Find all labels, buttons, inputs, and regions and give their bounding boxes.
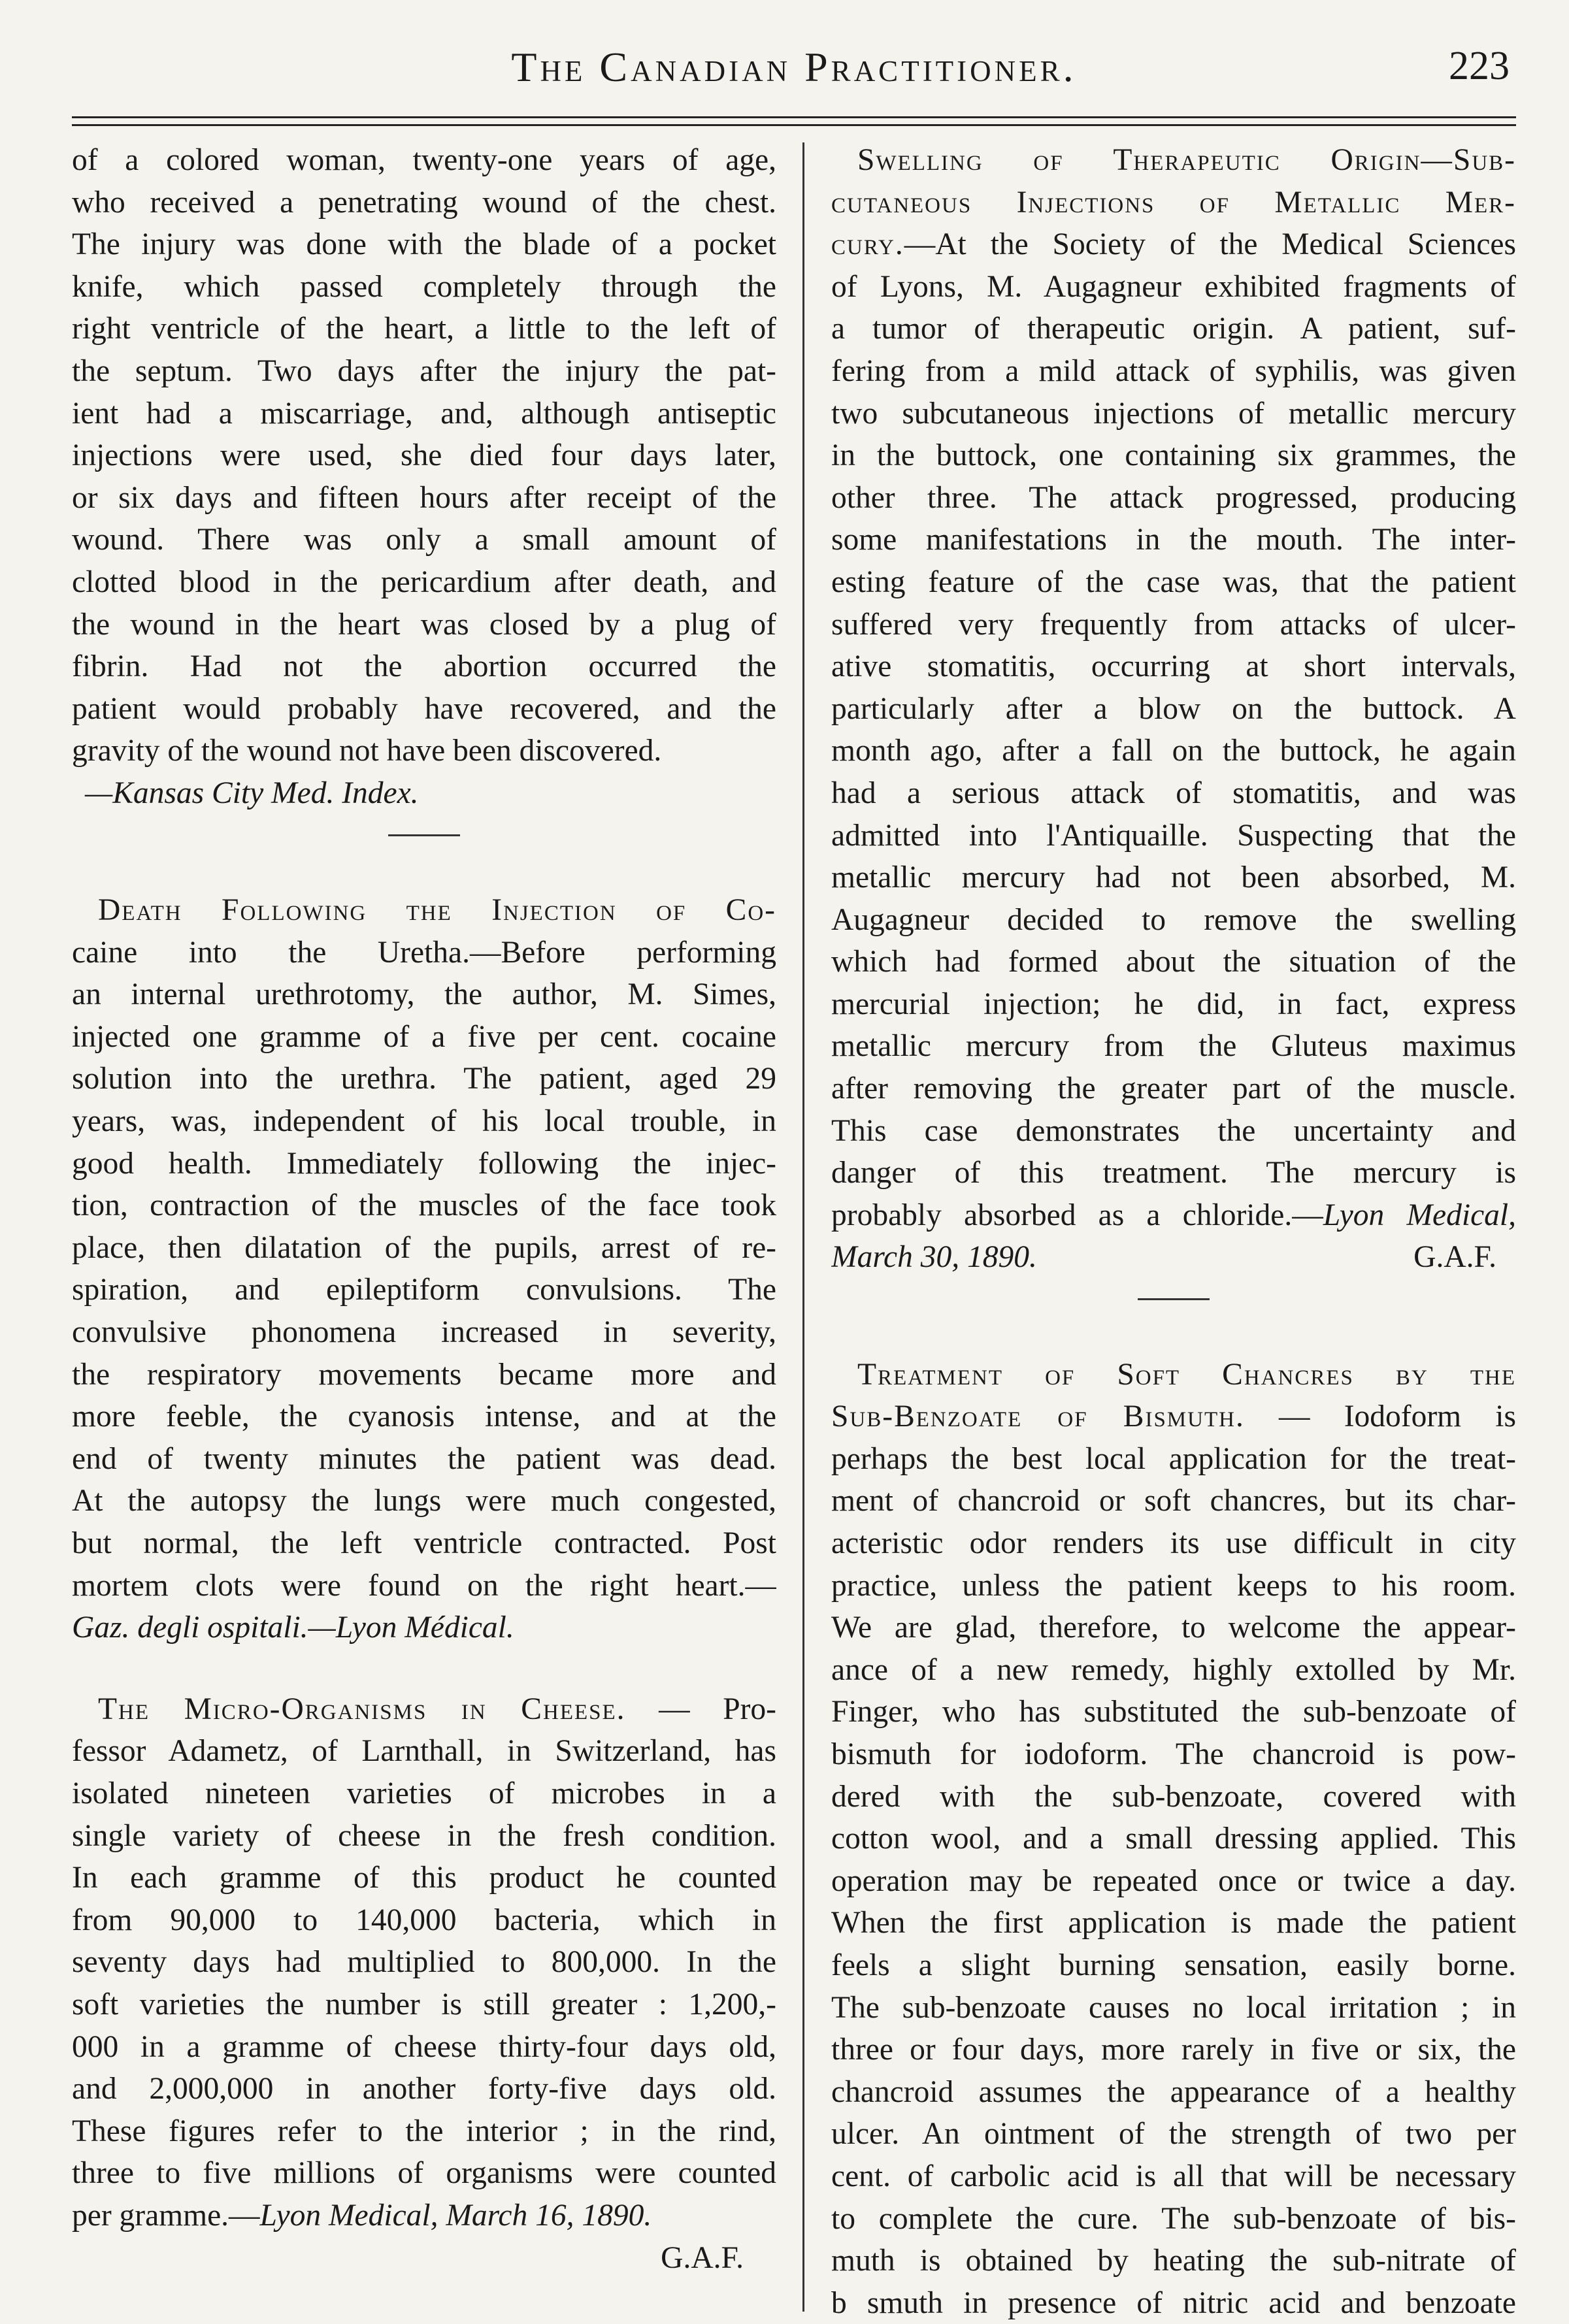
text-line: suffered very frequently from attacks of ulcer-: [831, 607, 1516, 642]
section-separator: [72, 815, 776, 857]
text-line: place, then dilatation of the pupils, arrest of re-: [72, 1230, 776, 1265]
article-stab-wound: [72, 139, 776, 772]
text-line: end of twenty minutes the patient was dead.: [72, 1441, 776, 1476]
text-line: When the first application is made the patient: [831, 1906, 1516, 1940]
text-line: We are glad, therefore, to welcome the appear-: [831, 1611, 1516, 1645]
text-line: chancroid assumes the appearance of a healthy: [831, 2074, 1516, 2109]
text-line: In each gramme of this product he counted: [72, 1861, 776, 1895]
left-column: [72, 139, 776, 2279]
article-source-line: per gramme.—Lyon Medical, March 16, 1890.: [72, 2198, 652, 2233]
text-line: metallic mercury from the Gluteus maximus: [831, 1029, 1516, 1064]
text-line: to complete the cure. The sub-benzoate of bis-: [831, 2201, 1516, 2236]
text-line: three to five millions of organisms were counted: [72, 2156, 776, 2191]
article-title-swelling-end: cury.—At the Society of the Medical Sciences: [831, 227, 1516, 262]
text-line: single variety of cheese in the fresh condition.: [72, 1818, 776, 1853]
article-title-chancres: Treatment of Soft Chancres by the: [857, 1357, 1516, 1392]
text-line: and 2,000,000 in another forty-five days old.: [72, 2072, 776, 2106]
article-source-final: March 30, 1890. G.A.F.: [831, 1236, 1516, 1279]
article-title-cocaine: Death Following the Injection of Co-: [98, 893, 776, 928]
article-source: —Kansas City Med. Index.: [85, 776, 419, 810]
text-line: gravity of the wound not have been discovered.: [72, 734, 662, 768]
text-line: operation may be repeated once or twice a day.: [831, 1863, 1516, 1898]
article-title-chancres-cont: Sub-Benzoate of Bismuth. — Iodoform is: [831, 1399, 1516, 1434]
text-line: good health. Immediately following the injec-: [72, 1146, 776, 1181]
article-title-swelling-cont: cutaneous Injections of Metallic Mer-: [831, 185, 1516, 220]
section-separator: [831, 1279, 1516, 1321]
text-line: month ago, after a fall on the buttock, he again: [831, 734, 1516, 768]
article-source-line: probably absorbed as a chloride.—Lyon Medical,: [831, 1198, 1516, 1232]
text-line: or six days and fifteen hours after receipt of the: [72, 480, 776, 515]
article-title-swelling: Swelling of Therapeutic Origin—Sub-: [857, 143, 1516, 177]
text-line: three or four days, more rarely in five or six, the: [831, 2033, 1516, 2067]
text-line: 000 in a gramme of cheese thirty-four days old,: [72, 2029, 776, 2064]
text-line: Augagneur decided to remove the swelling: [831, 902, 1516, 937]
text-line: which had formed about the situation of the: [831, 945, 1516, 979]
text-line: fibrin. Had not the abortion occurred the: [72, 649, 776, 684]
text-line: caine into the Uretha.—Before performing: [72, 935, 776, 970]
text-line: convulsive phonomena increased in severity,: [72, 1315, 776, 1350]
text-line: particularly after a blow on the buttock. A: [831, 691, 1516, 726]
text-line: solution into the urethra. The patient, aged 29: [72, 1062, 776, 1096]
text-line: ance of a new remedy, highly extolled by Mr.: [831, 1652, 1516, 1687]
text-line: right ventricle of the heart, a little to the left of: [72, 312, 776, 346]
text-line: injected one gramme of a five per cent. cocaine: [72, 1019, 776, 1054]
author-signature: G.A.F.: [661, 2240, 744, 2275]
page-number: 223: [1449, 44, 1510, 88]
text-line: who received a penetrating wound of the chest.: [72, 185, 776, 220]
text-line: mortem clots were found on the right heart.—: [72, 1568, 776, 1603]
text-line: the wound in the heart was closed by a plug of: [72, 607, 776, 642]
text-line: This case demonstrates the uncertainty and: [831, 1113, 1516, 1148]
text-line: injections were used, she died four days later,: [72, 438, 776, 473]
text-line: admitted into l'Antiquaille. Suspecting that the: [831, 818, 1516, 853]
article-cocaine: [72, 932, 776, 1607]
text-line: spiration, and epileptiform convulsions. The: [72, 1273, 776, 1307]
text-line: acteristic odor renders its use difficult in city: [831, 1526, 1516, 1560]
text-line: fering from a mild attack of syphilis, was given: [831, 353, 1516, 388]
text-line: muth is obtained by heating the sub-nitrate of: [831, 2244, 1516, 2278]
text-line: fessor Adametz, of Larnthall, in Switzerland, has: [72, 1734, 776, 1769]
text-line: more feeble, the cyanosis intense, and at the: [72, 1399, 776, 1434]
text-line: Finger, who has substituted the sub-benzoate of: [831, 1695, 1516, 1729]
text-line: two subcutaneous injections of metallic mercury: [831, 396, 1516, 431]
text-line: in the buttock, one containing six grammes, the: [831, 438, 1516, 473]
text-line: isolated nineteen varieties of microbes in a: [72, 1776, 776, 1810]
text-line: the respiratory movements became more and: [72, 1357, 776, 1392]
text-line: had a serious attack of stomatitis, and was: [831, 776, 1516, 810]
article-cheese: [72, 1730, 776, 2195]
text-line: dered with the sub-benzoate, covered with: [831, 1779, 1516, 1814]
text-line: The injury was done with the blade of a pocket: [72, 227, 776, 262]
text-line: b smuth in presence of nitric acid and benzoate: [831, 2285, 1516, 2320]
text-line: patient would probably have recovered, and the: [72, 691, 776, 726]
text-line: esting feature of the case was, that the patient: [831, 565, 1516, 599]
text-line: of a colored woman, twenty-one years of age,: [72, 143, 776, 177]
text-line: years, was, independent of his local trouble, in: [72, 1104, 776, 1139]
text-line: feels a slight burning sensation, easily borne.: [831, 1948, 1516, 1982]
text-line: ative stomatitis, occurring at short intervals,: [831, 649, 1516, 684]
right-column: [831, 139, 1516, 2324]
text-line: The sub-benzoate causes no local irritation ; in: [831, 1990, 1516, 2025]
text-line: practice, unless the patient keeps to his room.: [831, 1568, 1516, 1603]
text-line: ient had a miscarriage, and, although antiseptic: [72, 396, 776, 431]
text-line: perhaps the best local application for the treat-: [831, 1441, 1516, 1476]
text-line: cotton wool, and a small dressing applied. This: [831, 1822, 1516, 1856]
text-line: other three. The attack progressed, producing: [831, 480, 1516, 515]
text-line: ment of chancroid or soft chancres, but its char-: [831, 1484, 1516, 1518]
text-line: but normal, the left ventricle contracted. Post: [72, 1526, 776, 1560]
text-line: some manifestations in the mouth. The inter-: [831, 523, 1516, 557]
text-line: wound. There was only a small amount of: [72, 523, 776, 557]
text-line: clotted blood in the pericardium after death, and: [72, 565, 776, 599]
text-line: tion, contraction of the muscles of the face took: [72, 1188, 776, 1223]
text-line: mercurial injection; he did, in fact, express: [831, 987, 1516, 1021]
text-line: soft varieties the number is still greater : 1,200,-: [72, 1987, 776, 2021]
author-signature: G.A.F.: [1413, 1240, 1496, 1275]
text-line: an internal urethrotomy, the author, M. Simes,: [72, 977, 776, 1012]
text-line: the septum. Two days after the injury the pat-: [72, 353, 776, 388]
text-line: knife, which passed completely through the: [72, 269, 776, 304]
text-line: seventy days had multiplied to 800,000. In the: [72, 1945, 776, 1980]
header-rule-bottom: [72, 124, 1516, 126]
text-line: a tumor of therapeutic origin. A patient, suf-: [831, 312, 1516, 346]
article-swelling: [831, 266, 1516, 1194]
text-line: metallic mercury had not been absorbed, M.: [831, 860, 1516, 895]
text-line: cent. of carbolic acid is all that will be necessary: [831, 2159, 1516, 2193]
text-line: ulcer. An ointment of the strength of two per: [831, 2117, 1516, 2152]
text-line: bismuth for iodoform. The chancroid is pow-: [831, 1737, 1516, 1771]
article-source: Gaz. degli ospitali.—Lyon Médical.: [72, 1611, 514, 1645]
text-line: of Lyons, M. Augagneur exhibited fragments of: [831, 269, 1516, 304]
header-rule-top: [72, 116, 1516, 118]
article-title-cheese: The Micro-Organisms in Cheese. — Pro-: [98, 1692, 776, 1726]
text-line: after removing the greater part of the muscle.: [831, 1072, 1516, 1106]
text-line: These figures refer to the interior ; in the rind,: [72, 2114, 776, 2148]
journal-title: The Canadian Practitioner.: [511, 44, 1077, 90]
article-chancres: [831, 1438, 1516, 2324]
text-line: from 90,000 to 140,000 bacteria, which in: [72, 1903, 776, 1937]
text-line: danger of this treatment. The mercury is: [831, 1156, 1516, 1190]
column-divider: [802, 142, 804, 2312]
text-line: At the autopsy the lungs were much congested,: [72, 1484, 776, 1518]
running-header: [72, 39, 1516, 111]
